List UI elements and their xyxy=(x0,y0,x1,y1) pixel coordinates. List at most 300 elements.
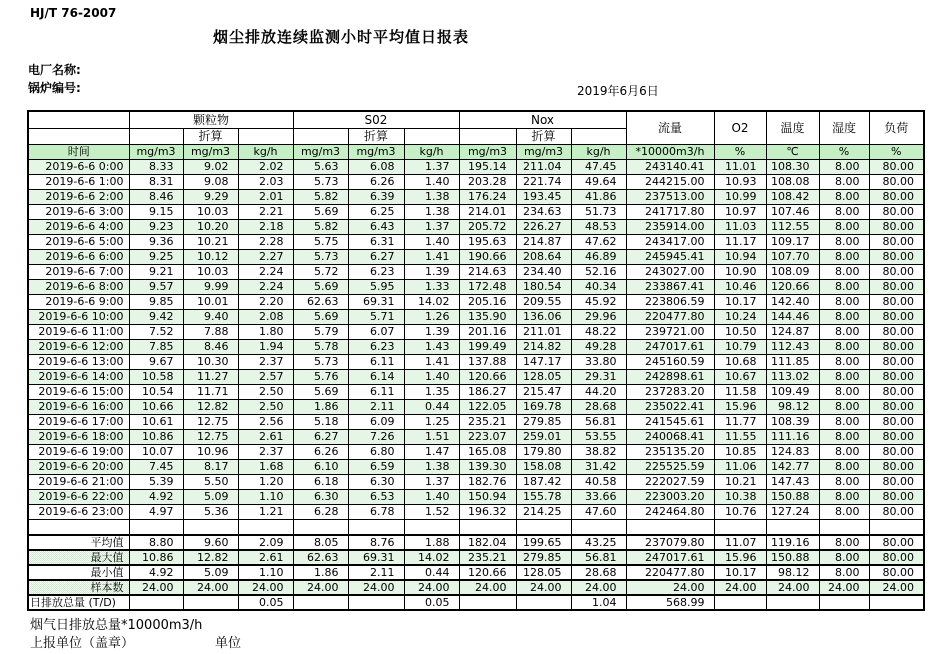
value-cell: 150.88 xyxy=(766,490,819,505)
value-cell: 2.28 xyxy=(238,235,293,250)
summary-value-cell: 24.00 xyxy=(459,580,516,595)
summary-value-cell: 220477.80 xyxy=(626,565,714,580)
summary-value-cell: 2.11 xyxy=(348,565,404,580)
value-cell: 7.88 xyxy=(183,325,238,340)
row-time-cell: 2019-6-6 5:00 xyxy=(28,235,129,250)
value-cell: 233867.41 xyxy=(626,280,714,295)
summary-value-cell: 80.00 xyxy=(869,565,924,580)
row-time-cell: 2019-6-6 9:00 xyxy=(28,295,129,310)
hourly-row xyxy=(28,250,924,265)
summary-label-cell: 样本数 xyxy=(28,580,129,595)
value-cell: 8.00 xyxy=(819,175,869,190)
value-cell: 208.64 xyxy=(516,250,571,265)
value-cell: 124.83 xyxy=(766,445,819,460)
value-cell: 80.00 xyxy=(869,430,924,445)
summary-value-cell: 56.81 xyxy=(571,550,626,565)
value-cell: 47.45 xyxy=(571,160,626,175)
value-cell: 8.00 xyxy=(819,370,869,385)
unit-cell: mg/m3 xyxy=(293,145,348,160)
empty-cell xyxy=(459,129,516,145)
value-cell: 6.26 xyxy=(293,445,348,460)
unit-cell: kg/h xyxy=(404,145,459,160)
summary-value-cell xyxy=(819,595,869,610)
summary-value-cell: 24.00 xyxy=(869,580,924,595)
row-time-cell: 2019-6-6 4:00 xyxy=(28,220,129,235)
value-cell: 1.33 xyxy=(404,280,459,295)
value-cell: 155.78 xyxy=(516,490,571,505)
hourly-row xyxy=(28,310,924,325)
summary-value-cell xyxy=(183,595,238,610)
summary-value-cell: 150.88 xyxy=(766,550,819,565)
row-time-cell: 2019-6-6 1:00 xyxy=(28,175,129,190)
value-cell: 8.00 xyxy=(819,280,869,295)
value-cell: 199.49 xyxy=(459,340,516,355)
summary-value-cell: 24.00 xyxy=(714,580,766,595)
value-cell: 8.00 xyxy=(819,295,869,310)
value-cell: 186.27 xyxy=(459,385,516,400)
group-header-particulate: 颗粒物 xyxy=(129,111,293,129)
unit-cell: mg/m3 xyxy=(516,145,571,160)
value-cell: 2.11 xyxy=(348,400,404,415)
value-cell: 127.24 xyxy=(766,505,819,520)
value-cell: 2.03 xyxy=(238,175,293,190)
value-cell: 1.43 xyxy=(404,340,459,355)
value-cell: 2.50 xyxy=(238,385,293,400)
value-cell: 10.01 xyxy=(183,295,238,310)
summary-value-cell: 8.00 xyxy=(819,550,869,565)
empty-cell xyxy=(28,129,129,145)
summary-value-cell: 235.21 xyxy=(459,550,516,565)
value-cell: 2.21 xyxy=(238,205,293,220)
value-cell: 222027.59 xyxy=(626,475,714,490)
value-cell: 2.37 xyxy=(238,445,293,460)
value-cell: 5.09 xyxy=(183,490,238,505)
value-cell: 10.21 xyxy=(183,235,238,250)
converted-label: 折算 xyxy=(516,129,571,145)
plant-name-label: 电厂名称: xyxy=(28,63,81,77)
value-cell: 10.24 xyxy=(714,310,766,325)
summary-value-cell: 1.04 xyxy=(571,595,626,610)
value-cell: 6.26 xyxy=(348,175,404,190)
value-cell: 279.85 xyxy=(516,415,571,430)
summary-row xyxy=(28,565,924,580)
summary-value-cell: 8.76 xyxy=(348,535,404,550)
hourly-row xyxy=(28,355,924,370)
summary-value-cell: 24.00 xyxy=(129,580,183,595)
hourly-row xyxy=(28,415,924,430)
summary-value-cell: 128.05 xyxy=(516,565,571,580)
value-cell: 8.00 xyxy=(819,250,869,265)
value-cell: 80.00 xyxy=(869,250,924,265)
value-cell: 1.25 xyxy=(404,415,459,430)
time-header: 时间 xyxy=(28,145,129,160)
standard-code: HJ/T 76-2007 xyxy=(30,6,117,20)
hourly-row xyxy=(28,265,924,280)
summary-value-cell: 10.17 xyxy=(714,565,766,580)
group-header-so2: S02 xyxy=(293,111,459,129)
value-cell: 8.46 xyxy=(183,340,238,355)
value-cell: 225525.59 xyxy=(626,460,714,475)
value-cell: 7.52 xyxy=(129,325,183,340)
value-cell: 10.07 xyxy=(129,445,183,460)
value-cell: 80.00 xyxy=(869,265,924,280)
value-cell: 2.08 xyxy=(238,310,293,325)
value-cell: 1.20 xyxy=(238,475,293,490)
summary-value-cell: 119.16 xyxy=(766,535,819,550)
value-cell: 113.02 xyxy=(766,370,819,385)
value-cell: 5.69 xyxy=(293,205,348,220)
value-cell: 196.32 xyxy=(459,505,516,520)
summary-value-cell: 8.00 xyxy=(819,565,869,580)
summary-value-cell: 69.31 xyxy=(348,550,404,565)
table-header xyxy=(28,111,924,160)
value-cell: 33.66 xyxy=(571,490,626,505)
value-cell: 190.66 xyxy=(459,250,516,265)
value-cell: 2.02 xyxy=(238,160,293,175)
summary-value-cell: 43.25 xyxy=(571,535,626,550)
row-time-cell: 2019-6-6 11:00 xyxy=(28,325,129,340)
summary-value-cell: 15.96 xyxy=(714,550,766,565)
summary-value-cell: 0.44 xyxy=(404,565,459,580)
value-cell: 234.63 xyxy=(516,205,571,220)
corner-cell xyxy=(28,111,129,129)
summary-value-cell: 24.00 xyxy=(348,580,404,595)
value-cell: 2.57 xyxy=(238,370,293,385)
summary-value-cell: 10.86 xyxy=(129,550,183,565)
value-cell: 8.00 xyxy=(819,325,869,340)
summary-value-cell: 12.82 xyxy=(183,550,238,565)
blank-cell xyxy=(516,520,571,536)
value-cell: 10.20 xyxy=(183,220,238,235)
value-cell: 9.21 xyxy=(129,265,183,280)
value-cell: 245945.41 xyxy=(626,250,714,265)
value-cell: 10.99 xyxy=(714,190,766,205)
row-time-cell: 2019-6-6 14:00 xyxy=(28,370,129,385)
blank-cell xyxy=(819,520,869,536)
value-cell: 2.27 xyxy=(238,250,293,265)
value-cell: 136.06 xyxy=(516,310,571,325)
value-cell: 6.27 xyxy=(293,430,348,445)
value-cell: 243027.00 xyxy=(626,265,714,280)
value-cell: 205.16 xyxy=(459,295,516,310)
blank-cell xyxy=(714,520,766,536)
value-cell: 1.38 xyxy=(404,205,459,220)
value-cell: 9.36 xyxy=(129,235,183,250)
value-cell: 5.82 xyxy=(293,190,348,205)
value-cell: 47.60 xyxy=(571,505,626,520)
empty-cell xyxy=(238,129,293,145)
value-cell: 9.25 xyxy=(129,250,183,265)
value-cell: 80.00 xyxy=(869,340,924,355)
value-cell: 10.03 xyxy=(183,205,238,220)
value-cell: 195.14 xyxy=(459,160,516,175)
value-cell: 235914.00 xyxy=(626,220,714,235)
value-cell: 11.77 xyxy=(714,415,766,430)
value-cell: 9.99 xyxy=(183,280,238,295)
value-cell: 5.69 xyxy=(293,385,348,400)
row-time-cell: 2019-6-6 12:00 xyxy=(28,340,129,355)
value-cell: 6.27 xyxy=(348,250,404,265)
blank-cell xyxy=(766,520,819,536)
value-cell: 108.08 xyxy=(766,175,819,190)
value-cell: 12.75 xyxy=(183,430,238,445)
value-cell: 139.30 xyxy=(459,460,516,475)
summary-value-cell: 98.12 xyxy=(766,565,819,580)
unit-cell: % xyxy=(869,145,924,160)
value-cell: 243140.41 xyxy=(626,160,714,175)
value-cell: 107.46 xyxy=(766,205,819,220)
value-cell: 6.28 xyxy=(293,505,348,520)
unit-cell: kg/h xyxy=(571,145,626,160)
value-cell: 80.00 xyxy=(869,490,924,505)
value-cell: 240068.41 xyxy=(626,430,714,445)
report-table xyxy=(27,110,925,611)
value-cell: 10.93 xyxy=(714,175,766,190)
value-cell: 6.18 xyxy=(293,475,348,490)
row-time-cell: 2019-6-6 22:00 xyxy=(28,490,129,505)
value-cell: 209.55 xyxy=(516,295,571,310)
value-cell: 12.82 xyxy=(183,400,238,415)
value-cell: 235022.41 xyxy=(626,400,714,415)
value-cell: 2.50 xyxy=(238,400,293,415)
value-cell: 1.40 xyxy=(404,235,459,250)
value-cell: 107.70 xyxy=(766,250,819,265)
value-cell: 8.00 xyxy=(819,190,869,205)
value-cell: 220477.80 xyxy=(626,310,714,325)
value-cell: 80.00 xyxy=(869,175,924,190)
temperature-header: 温度 xyxy=(766,111,819,145)
value-cell: 226.27 xyxy=(516,220,571,235)
value-cell: 245160.59 xyxy=(626,355,714,370)
unit-label: 单位 xyxy=(215,636,242,651)
row-time-cell: 2019-6-6 17:00 xyxy=(28,415,129,430)
value-cell: 62.63 xyxy=(293,295,348,310)
value-cell: 8.00 xyxy=(819,490,869,505)
value-cell: 0.44 xyxy=(404,400,459,415)
value-cell: 1.47 xyxy=(404,445,459,460)
value-cell: 10.79 xyxy=(714,340,766,355)
value-cell: 14.02 xyxy=(404,295,459,310)
value-cell: 80.00 xyxy=(869,310,924,325)
value-cell: 147.43 xyxy=(766,475,819,490)
value-cell: 6.53 xyxy=(348,490,404,505)
row-time-cell: 2019-6-6 10:00 xyxy=(28,310,129,325)
value-cell: 5.82 xyxy=(293,220,348,235)
summary-value-cell: 24.00 xyxy=(183,580,238,595)
value-cell: 239721.00 xyxy=(626,325,714,340)
spacer-row xyxy=(28,520,924,536)
value-cell: 8.00 xyxy=(819,475,869,490)
value-cell: 6.39 xyxy=(348,190,404,205)
value-cell: 120.66 xyxy=(766,280,819,295)
value-cell: 10.58 xyxy=(129,370,183,385)
value-cell: 10.54 xyxy=(129,385,183,400)
hourly-row xyxy=(28,445,924,460)
value-cell: 223806.59 xyxy=(626,295,714,310)
value-cell: 10.21 xyxy=(714,475,766,490)
value-cell: 4.97 xyxy=(129,505,183,520)
value-cell: 182.76 xyxy=(459,475,516,490)
row-time-cell: 2019-6-6 21:00 xyxy=(28,475,129,490)
value-cell: 49.64 xyxy=(571,175,626,190)
summary-value-cell: 279.85 xyxy=(516,550,571,565)
row-time-cell: 2019-6-6 20:00 xyxy=(28,460,129,475)
value-cell: 9.08 xyxy=(183,175,238,190)
summary-value-cell: 24.00 xyxy=(766,580,819,595)
o2-header: O2 xyxy=(714,111,766,145)
value-cell: 120.66 xyxy=(459,370,516,385)
value-cell: 5.69 xyxy=(293,310,348,325)
row-time-cell: 2019-6-6 16:00 xyxy=(28,400,129,415)
value-cell: 10.46 xyxy=(714,280,766,295)
summary-value-cell xyxy=(293,595,348,610)
value-cell: 221.74 xyxy=(516,175,571,190)
value-cell: 243417.00 xyxy=(626,235,714,250)
summary-value-cell: 80.00 xyxy=(869,535,924,550)
value-cell: 241545.61 xyxy=(626,415,714,430)
value-cell: 234.40 xyxy=(516,265,571,280)
value-cell: 6.08 xyxy=(348,160,404,175)
value-cell: 48.22 xyxy=(571,325,626,340)
value-cell: 11.01 xyxy=(714,160,766,175)
blank-cell xyxy=(238,520,293,536)
value-cell: 5.71 xyxy=(348,310,404,325)
unit-cell: mg/m3 xyxy=(459,145,516,160)
value-cell: 9.29 xyxy=(183,190,238,205)
header-row-groups xyxy=(28,111,924,129)
value-cell: 8.00 xyxy=(819,355,869,370)
value-cell: 142.40 xyxy=(766,295,819,310)
value-cell: 5.95 xyxy=(348,280,404,295)
value-cell: 10.90 xyxy=(714,265,766,280)
summary-value-cell: 120.66 xyxy=(459,565,516,580)
summary-value-cell: 237079.80 xyxy=(626,535,714,550)
hourly-row xyxy=(28,160,924,175)
row-time-cell: 2019-6-6 8:00 xyxy=(28,280,129,295)
value-cell: 5.36 xyxy=(183,505,238,520)
summary-value-cell xyxy=(459,595,516,610)
value-cell: 195.63 xyxy=(459,235,516,250)
value-cell: 48.53 xyxy=(571,220,626,235)
value-cell: 10.30 xyxy=(183,355,238,370)
value-cell: 15.96 xyxy=(714,400,766,415)
row-time-cell: 2019-6-6 7:00 xyxy=(28,265,129,280)
value-cell: 241717.80 xyxy=(626,205,714,220)
hourly-row xyxy=(28,460,924,475)
value-cell: 8.00 xyxy=(819,340,869,355)
value-cell: 109.17 xyxy=(766,235,819,250)
value-cell: 28.68 xyxy=(571,400,626,415)
value-cell: 150.94 xyxy=(459,490,516,505)
value-cell: 2.61 xyxy=(238,430,293,445)
value-cell: 205.72 xyxy=(459,220,516,235)
group-header-nox: Nox xyxy=(459,111,626,129)
value-cell: 8.00 xyxy=(819,415,869,430)
value-cell: 244215.00 xyxy=(626,175,714,190)
value-cell: 2.56 xyxy=(238,415,293,430)
value-cell: 2.18 xyxy=(238,220,293,235)
value-cell: 5.78 xyxy=(293,340,348,355)
value-cell: 10.17 xyxy=(714,295,766,310)
hourly-row xyxy=(28,475,924,490)
value-cell: 8.33 xyxy=(129,160,183,175)
value-cell: 8.46 xyxy=(129,190,183,205)
value-cell: 135.90 xyxy=(459,310,516,325)
summary-label-cell: 平均值 xyxy=(28,535,129,550)
flow-header: 流量 xyxy=(626,111,714,145)
summary-value-cell xyxy=(129,595,183,610)
summary-value-cell: 24.00 xyxy=(404,580,459,595)
value-cell: 29.96 xyxy=(571,310,626,325)
value-cell: 6.11 xyxy=(348,385,404,400)
summary-value-cell: 24.00 xyxy=(516,580,571,595)
summary-row xyxy=(28,580,924,595)
value-cell: 80.00 xyxy=(869,325,924,340)
value-cell: 11.55 xyxy=(714,430,766,445)
hourly-row xyxy=(28,175,924,190)
value-cell: 109.49 xyxy=(766,385,819,400)
hourly-row xyxy=(28,370,924,385)
value-cell: 5.72 xyxy=(293,265,348,280)
value-cell: 10.94 xyxy=(714,250,766,265)
value-cell: 10.68 xyxy=(714,355,766,370)
value-cell: 33.80 xyxy=(571,355,626,370)
value-cell: 10.03 xyxy=(183,265,238,280)
blank-cell xyxy=(129,520,183,536)
hourly-row xyxy=(28,220,924,235)
value-cell: 80.00 xyxy=(869,370,924,385)
value-cell: 235135.20 xyxy=(626,445,714,460)
value-cell: 51.73 xyxy=(571,205,626,220)
value-cell: 158.08 xyxy=(516,460,571,475)
value-cell: 108.30 xyxy=(766,160,819,175)
summary-value-cell xyxy=(766,595,819,610)
unit-cell: % xyxy=(819,145,869,160)
value-cell: 53.55 xyxy=(571,430,626,445)
value-cell: 80.00 xyxy=(869,355,924,370)
blank-cell xyxy=(869,520,924,536)
humidity-header: 湿度 xyxy=(819,111,869,145)
value-cell: 2.01 xyxy=(238,190,293,205)
summary-row xyxy=(28,535,924,550)
value-cell: 165.08 xyxy=(459,445,516,460)
value-cell: 47.62 xyxy=(571,235,626,250)
summary-value-cell: 8.00 xyxy=(819,535,869,550)
value-cell: 80.00 xyxy=(869,400,924,415)
value-cell: 6.23 xyxy=(348,340,404,355)
summary-value-cell: 5.09 xyxy=(183,565,238,580)
value-cell: 7.85 xyxy=(129,340,183,355)
row-time-cell: 2019-6-6 23:00 xyxy=(28,505,129,520)
row-time-cell: 2019-6-6 19:00 xyxy=(28,445,129,460)
value-cell: 6.80 xyxy=(348,445,404,460)
value-cell: 137.88 xyxy=(459,355,516,370)
value-cell: 1.40 xyxy=(404,175,459,190)
summary-value-cell: 0.05 xyxy=(238,595,293,610)
value-cell: 203.28 xyxy=(459,175,516,190)
summary-value-cell: 0.05 xyxy=(404,595,459,610)
unit-cell: kg/h xyxy=(238,145,293,160)
summary-label-cell: 最大值 xyxy=(28,550,129,565)
value-cell: 112.43 xyxy=(766,340,819,355)
value-cell: 11.58 xyxy=(714,385,766,400)
value-cell: 6.78 xyxy=(348,505,404,520)
value-cell: 2.24 xyxy=(238,280,293,295)
value-cell: 1.38 xyxy=(404,460,459,475)
unit-cell: % xyxy=(714,145,766,160)
value-cell: 172.48 xyxy=(459,280,516,295)
value-cell: 180.54 xyxy=(516,280,571,295)
